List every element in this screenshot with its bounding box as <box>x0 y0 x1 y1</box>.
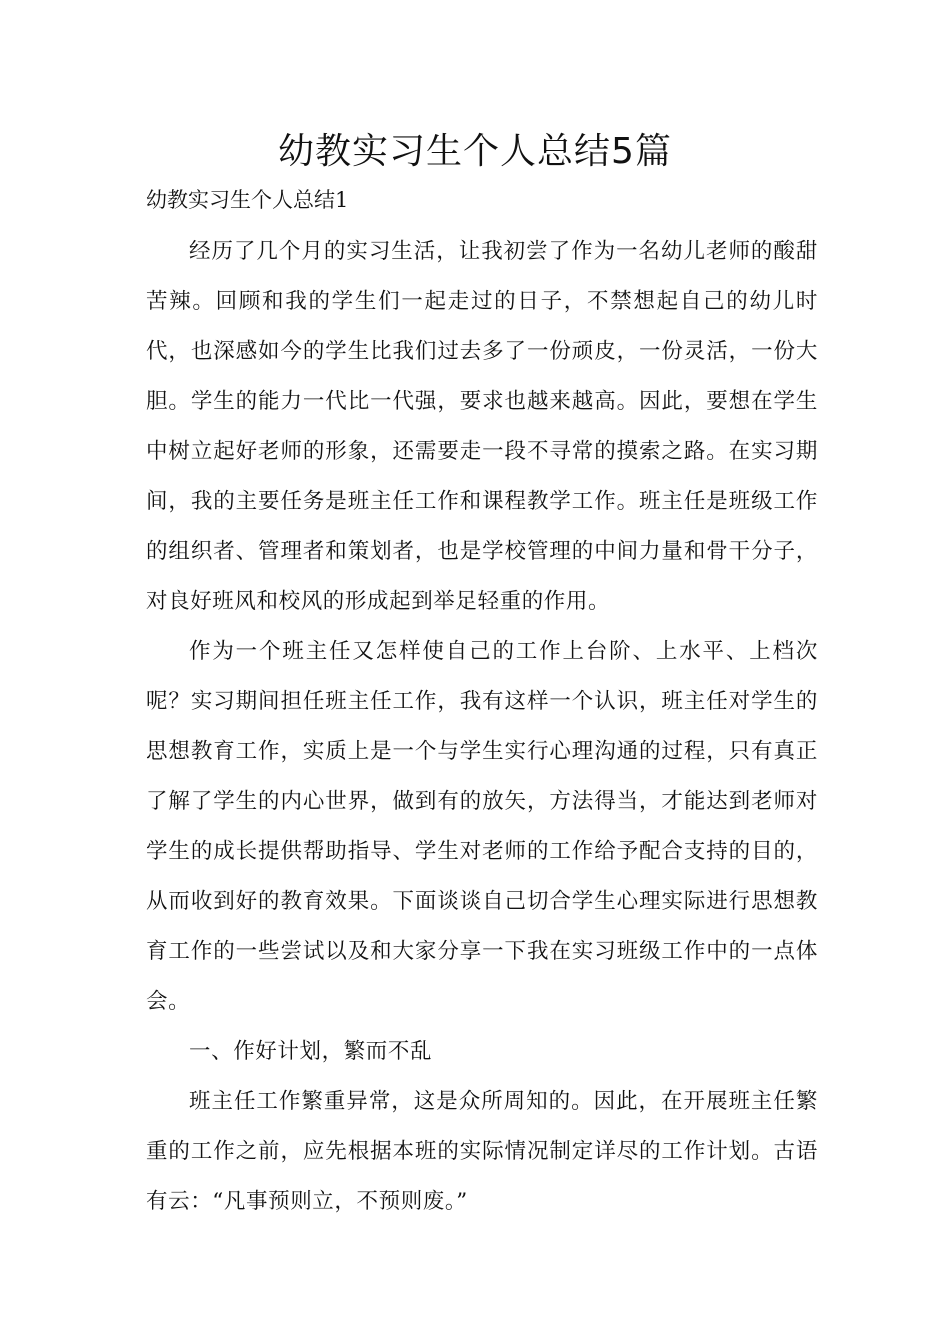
document-body <box>146 227 818 1227</box>
document-title: 幼教实习生个人总结5篇 <box>278 131 672 172</box>
paragraph-2: 作为一个班主任又怎样使自己的工作上台阶、上水平、上档次呢？实习期间担任班主任工作，我有这样一个认识，班主任对学生的思想教育工作，实质上是一个与学生实行心理沟通的过程，只有真正了解了学生的内心世界，做到有的放矢，方法得当，才能达到老师对学生的成长提供帮助指导、学生对老师的工作给予配合支持的目的，从而收到好的教育效果。下面谈谈自己切合学生心理实际进行思想教育工作的一些尝试以及和大家分享一下我在实习班级工作中的一点体会。 <box>146 639 818 1014</box>
section-subheading: 一、作好计划，繁而不乱 <box>189 1039 433 1064</box>
section-heading: 幼教实习生个人总结1 <box>146 188 349 212</box>
paragraph-3: 班主任工作繁重异常，这是众所周知的。因此，在开展班主任繁重的工作之前，应先根据本班的实际情况制定详尽的工作计划。古语有云：“凡事预则立，不预则废。” <box>146 1089 818 1214</box>
paragraph-1: 经历了几个月的实习生活，让我初尝了作为一名幼儿老师的酸甜苦辣。回顾和我的学生们一起走过的日子，不禁想起自己的幼儿时代，也深感如今的学生比我们过去多了一份顽皮，一份灵活，一份大胆。学生的能力一代比一代强，要求也越来越高。因此，要想在学生中树立起好老师的形象，还需要走一段不寻常的摸索之路。在实习期间，我的主要任务是班主任工作和课程教学工作。班主任是班级工作的组织者、管理者和策划者，也是学校管理的中间力量和骨干分子，对良好班风和校风的形成起到举足轻重的作用。 <box>146 239 818 614</box>
